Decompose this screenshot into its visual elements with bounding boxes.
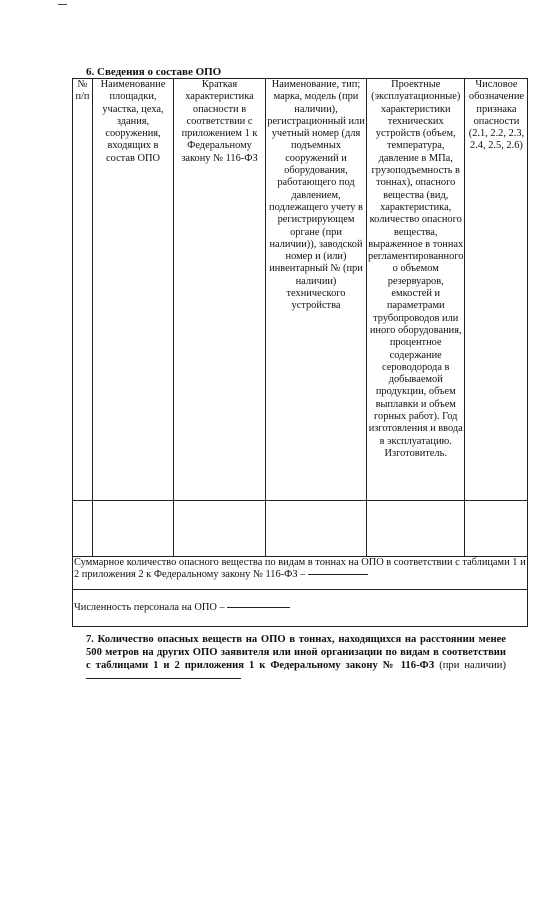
table-cell[interactable]: [367, 501, 465, 557]
section-7-paragraph: [86, 633, 506, 685]
staff-text: Численность персонала на ОПО –: [74, 601, 225, 613]
summary-row: [73, 557, 528, 590]
table-header-row: [73, 79, 528, 501]
header-cell-hazard-description: Краткая характеристика опасности в соответствии с приложением 1 к Федеральному закону № 116-ФЗ: [174, 79, 266, 501]
table-cell[interactable]: [93, 501, 174, 557]
section-7-text: 7. Количество опасных веществ на ОПО в тоннах, находящихся на расстоянии менее 500 метров на других ОПО заявителя или иной организации по видам в соответствии с таблицами 1 и 2 приложения 1 к Федеральному закону № 116-ФЗ: [86, 634, 506, 671]
header-cell-number: № п/п: [73, 79, 93, 501]
table-row: [73, 501, 528, 557]
opo-composition-table: [72, 78, 528, 627]
summary-blank-field[interactable]: [308, 573, 368, 575]
header-cell-hazard-code: Числовое обозначение признака опасности (2.1, 2.2, 2.3, 2.4, 2.5, 2.6): [465, 79, 528, 501]
section-7-note: (при наличии): [439, 660, 506, 671]
table-cell[interactable]: [73, 501, 93, 557]
header-cell-site-name: Наименование площадки, участка, цеха, здания, сооружения, входящих в состав ОПО: [93, 79, 174, 501]
staff-row: [73, 590, 528, 627]
summary-cell: [73, 557, 528, 590]
summary-text: Суммарное количество опасного вещества по видам в тоннах на ОПО в соответствии с таблицами 1 и 2 приложения 2 к Федеральному закону № 116-ФЗ –: [74, 557, 526, 581]
staff-cell: [73, 590, 528, 627]
header-cell-device-name: Наименование, тип; марка, модель (при наличии), регистрационный или учетный номер (для подъемных сооружений и оборудования, работающего под давлением, подлежащего учету в регистрирующем органе (при наличии)), заводской номер и (или) инвентарный № (при наличии) технического устройства: [266, 79, 367, 501]
table-cell[interactable]: [174, 501, 266, 557]
page-top-mark: [58, 4, 67, 5]
section-6-title: 6. Сведения о составе ОПО: [86, 66, 222, 78]
table-cell[interactable]: [465, 501, 528, 557]
table-cell[interactable]: [266, 501, 367, 557]
staff-blank-field[interactable]: [227, 606, 290, 608]
section-7-blank-field[interactable]: [86, 677, 241, 679]
header-cell-design-specs: Проектные (эксплуатационные) характеристики технических устройств (объем, температура, давление в МПа, грузоподъемность в тоннах), опасного вещества (вид, характеристика, количество опасного вещества, выраженное в тоннах регламентированного о объемом резервуаров, емкостей и параметрами трубопроводов или иного оборудования, процентное содержание сероводорода в добываемой продукции, объем выплавки и объем горных работ). Год изготовления и ввода в эксплуатацию. Изготовитель.: [367, 79, 465, 501]
